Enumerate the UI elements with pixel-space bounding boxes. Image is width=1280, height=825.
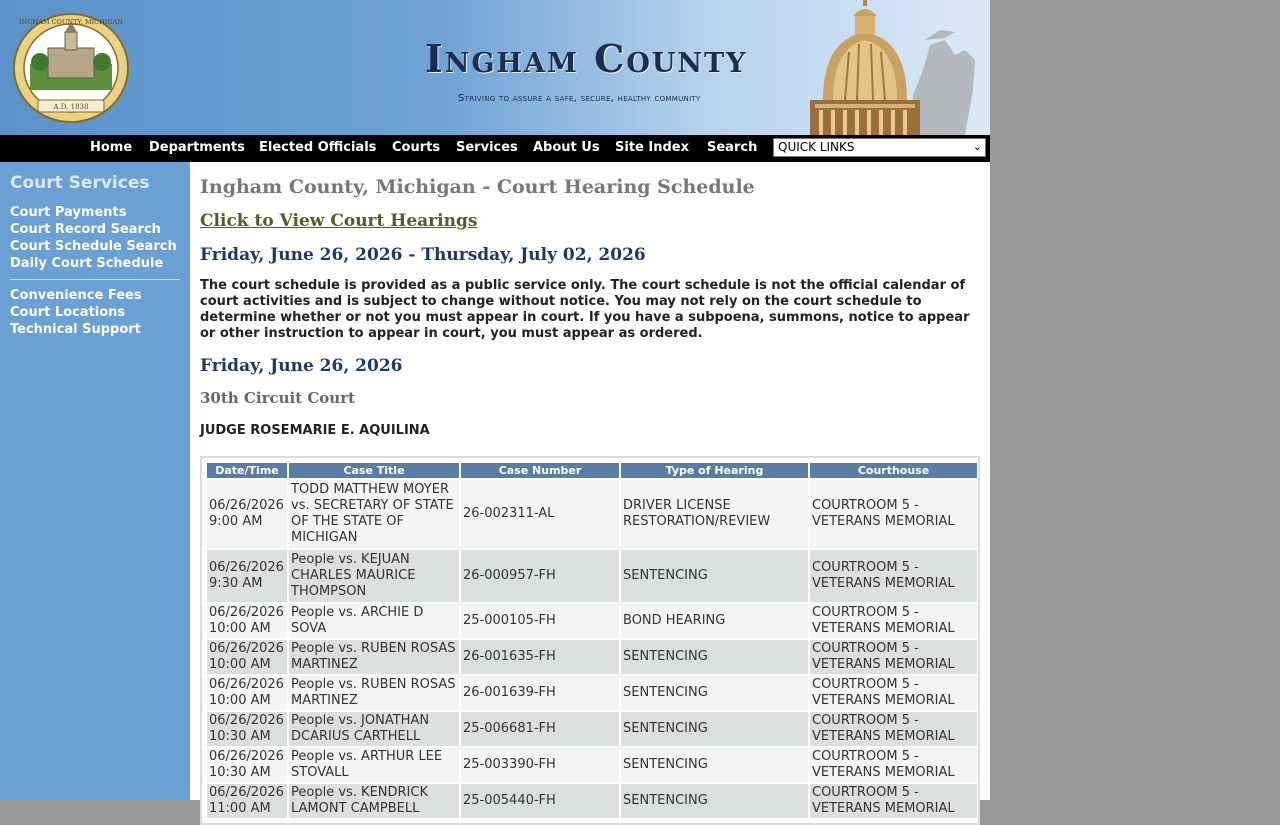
- cell-hearing-type: SENTENCING: [621, 784, 808, 818]
- cell-case-title: People vs. ARCHIE D SOVA: [289, 604, 459, 638]
- cell-case-number: 26-002311-AL: [461, 480, 619, 548]
- cell-case-number: 25-003390-FH: [461, 748, 619, 782]
- table-header-row: [207, 463, 977, 478]
- cell-date-time: 06/26/2026 10:00 AM: [207, 640, 287, 674]
- column-header-courthouse: Courthouse: [810, 463, 977, 478]
- court-name: 30th Circuit Court: [200, 389, 356, 407]
- cell-case-title: People vs. KEJUAN CHARLES MAURICE THOMPSON: [289, 550, 459, 602]
- cell-case-number: 26-001639-FH: [461, 676, 619, 710]
- cell-case-title: People vs. KENDRICK LAMONT CAMPBELL: [289, 784, 459, 818]
- cell-case-title: People vs. JONATHAN DCARIUS CARTHELL: [289, 712, 459, 746]
- cell-date-time: 06/26/2026 9:00 AM: [207, 480, 287, 548]
- cell-date-time: 06/26/2026 10:00 AM: [207, 604, 287, 638]
- date-range-heading: Friday, June 26, 2026 - Thursday, July 02, 2026: [200, 245, 646, 265]
- nav-elected-officials[interactable]: Elected Officials: [259, 140, 377, 155]
- nav-services[interactable]: Services: [456, 140, 518, 155]
- judge-name: JUDGE ROSEMARIE E. AQUILINA: [200, 423, 430, 438]
- cell-case-number: 25-006681-FH: [461, 712, 619, 746]
- sidebar: [0, 162, 190, 800]
- cell-courthouse: COURTROOM 5 - VETERANS MEMORIAL: [810, 784, 977, 818]
- cell-hearing-type: SENTENCING: [621, 550, 808, 602]
- cell-case-title: People vs. ARTHUR LEE STOVALL: [289, 748, 459, 782]
- cell-date-time: 06/26/2026 10:30 AM: [207, 748, 287, 782]
- cell-hearing-type: BOND HEARING: [621, 604, 808, 638]
- cell-hearing-type: SENTENCING: [621, 748, 808, 782]
- cell-case-number: 25-005440-FH: [461, 784, 619, 818]
- cell-date-time: 06/26/2026 10:30 AM: [207, 712, 287, 746]
- site-banner: [0, 0, 990, 135]
- column-header-date-time: Date/Time: [207, 463, 287, 478]
- sidebar-title: Court Services: [10, 173, 150, 193]
- page-title: Ingham County, Michigan - Court Hearing Schedule: [200, 176, 755, 198]
- main-navigation: [0, 135, 990, 162]
- cell-case-title: TODD MATTHEW MOYER vs. SECRETARY OF STATE OF THE STATE OF MICHIGAN: [289, 480, 459, 548]
- cell-courthouse: COURTROOM 5 - VETERANS MEMORIAL: [810, 712, 977, 746]
- cell-case-number: 26-000957-FH: [461, 550, 619, 602]
- sidebar-divider: [10, 279, 180, 280]
- column-header-case-number: Case Number: [461, 463, 619, 478]
- cell-hearing-type: SENTENCING: [621, 676, 808, 710]
- sidebar-link-court-schedule-search[interactable]: Court Schedule Search: [10, 239, 177, 254]
- table-row: [207, 676, 977, 710]
- nav-site-index[interactable]: Site Index: [615, 140, 689, 155]
- sidebar-link-court-record-search[interactable]: Court Record Search: [10, 222, 161, 237]
- cell-date-time: 06/26/2026 10:00 AM: [207, 676, 287, 710]
- cell-case-title: People vs. RUBEN ROSAS MARTINEZ: [289, 676, 459, 710]
- cell-courthouse: COURTROOM 5 - VETERANS MEMORIAL: [810, 676, 977, 710]
- table-row: [207, 604, 977, 638]
- site-title: Ingham County: [425, 36, 748, 81]
- sidebar-link-convenience-fees[interactable]: Convenience Fees: [10, 288, 142, 303]
- capitol-michigan-graphic: [805, 0, 990, 135]
- nav-home[interactable]: Home: [90, 140, 133, 155]
- cell-case-title: People vs. RUBEN ROSAS MARTINEZ: [289, 640, 459, 674]
- nav-departments[interactable]: Departments: [149, 140, 245, 155]
- hearing-schedule-table: [205, 461, 979, 820]
- cell-hearing-type: SENTENCING: [621, 712, 808, 746]
- cell-case-number: 25-000105-FH: [461, 604, 619, 638]
- cell-date-time: 06/26/2026 9:30 AM: [207, 550, 287, 602]
- sidebar-link-daily-court-schedule[interactable]: Daily Court Schedule: [10, 256, 164, 271]
- cell-courthouse: COURTROOM 5 - VETERANS MEMORIAL: [810, 748, 977, 782]
- svg-text:INGHAM COUNTY, MICHIGAN: INGHAM COUNTY, MICHIGAN: [19, 18, 123, 26]
- chevron-down-icon: ⌄: [972, 140, 982, 153]
- quick-links-select[interactable]: [773, 138, 986, 157]
- column-header-type-of-hearing: Type of Hearing: [621, 463, 808, 478]
- cell-date-time: 06/26/2026 11:00 AM: [207, 784, 287, 818]
- main-content: [200, 162, 980, 816]
- cell-case-number: 26-001635-FH: [461, 640, 619, 674]
- cell-courthouse: COURTROOM 5 - VETERANS MEMORIAL: [810, 550, 977, 602]
- svg-text:A.D. 1838: A.D. 1838: [53, 103, 89, 111]
- cell-courthouse: COURTROOM 5 - VETERANS MEMORIAL: [810, 480, 977, 548]
- sidebar-link-court-payments[interactable]: Court Payments: [10, 205, 127, 220]
- hearing-table-container: [200, 456, 980, 825]
- disclaimer-text: The court schedule is provided as a public service only. The court schedule is not the official calendar of court activities and is subject to change without notice. You may not rely on the court schedule to determine whether or not you must appear in court. If you have a subpoena, summons, notice to appear or other instruction to appear in court, you must appear as ordered.: [200, 278, 970, 341]
- nav-search[interactable]: Search: [707, 140, 758, 155]
- column-header-case-title: Case Title: [289, 463, 459, 478]
- site-tagline: Striving to assure a safe, secure, healthy community: [458, 93, 701, 104]
- county-seal-logo[interactable]: [12, 12, 130, 124]
- table-row: [207, 550, 977, 602]
- nav-about-us[interactable]: About Us: [533, 140, 600, 155]
- table-row: [207, 748, 977, 782]
- cell-hearing-type: SENTENCING: [621, 640, 808, 674]
- view-court-hearings-link[interactable]: Click to View Court Hearings: [200, 211, 478, 231]
- cell-courthouse: COURTROOM 5 - VETERANS MEMORIAL: [810, 604, 977, 638]
- cell-courthouse: COURTROOM 5 - VETERANS MEMORIAL: [810, 640, 977, 674]
- table-row: [207, 640, 977, 674]
- nav-courts[interactable]: Courts: [392, 140, 441, 155]
- cell-hearing-type: DRIVER LICENSE RESTORATION/REVIEW: [621, 480, 808, 548]
- table-row: [207, 784, 977, 818]
- sidebar-link-court-locations[interactable]: Court Locations: [10, 305, 126, 320]
- quick-links-value: QUICK LINKS: [778, 140, 855, 154]
- table-row: [207, 712, 977, 746]
- table-row: [207, 480, 977, 548]
- sidebar-link-technical-support[interactable]: Technical Support: [10, 322, 141, 337]
- day-heading: Friday, June 26, 2026: [200, 356, 403, 376]
